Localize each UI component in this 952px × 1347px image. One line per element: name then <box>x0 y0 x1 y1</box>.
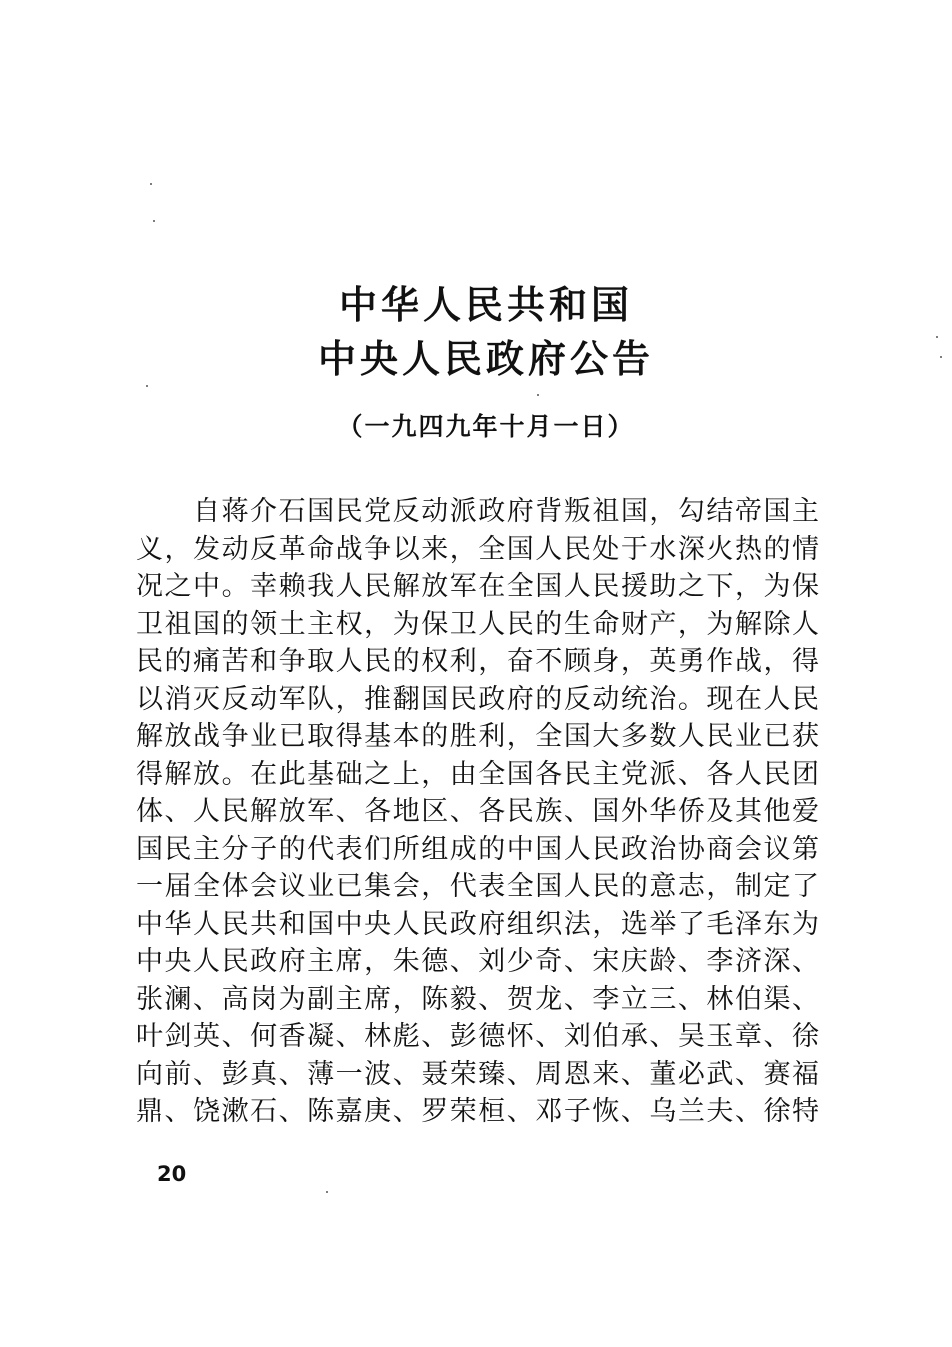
body-paragraph <box>136 493 820 1131</box>
text-line: 张澜、高岗为副主席，陈毅、贺龙、李立三、林伯渠、 <box>136 983 820 1015</box>
text-line: 鼎、饶漱石、陈嘉庚、罗荣桓、邓子恢、乌兰夫、徐特 <box>136 1096 820 1127</box>
text-line: 得解放。在此基础之上，由全国各民主党派、各人民团 <box>136 758 820 790</box>
scan-speck <box>936 336 938 338</box>
text-line: 自蒋介石国民党反动派政府背叛祖国，勾结帝国主 <box>193 496 820 527</box>
text-line: 一届全体会议业已集会，代表全国人民的意志，制定了 <box>136 871 820 902</box>
text-line: 向前、彭真、薄一波、聂荣臻、周恩来、董必武、赛福 <box>136 1058 820 1090</box>
title-line-1: 中华人民共和国 <box>338 283 633 327</box>
text-line: 中央人民政府主席，朱德、刘少奇、宋庆龄、李济深、 <box>136 946 820 977</box>
date-line: （一九四九年十月一日） <box>337 412 635 441</box>
text-line: 义，发动反革命战争以来，全国人民处于水深火热的情 <box>136 533 820 565</box>
page-number: 20 <box>157 1162 187 1186</box>
text-line: 以消灭反动军队，推翻国民政府的反动统治。现在人民 <box>136 683 820 715</box>
text-line: 解放战争业已取得基本的胜利，全国大多数人民业已获 <box>136 721 820 752</box>
text-line: 况之中。幸赖我人民解放军在全国人民援助之下，为保 <box>136 571 820 602</box>
title-line-2: 中央人民政府公告 <box>317 337 654 381</box>
text-line: 叶剑英、何香凝、林彪、彭德怀、刘伯承、吴玉章、徐 <box>136 1021 820 1052</box>
text-line: 中华人民共和国中央人民政府组织法，选举了毛泽东为 <box>136 908 820 940</box>
text-line: 卫祖国的领土主权，为保卫人民的生命财产，为解除人 <box>136 608 820 640</box>
scan-speck <box>146 385 148 387</box>
text-line: 国民主分子的代表们所组成的中国人民政治协商会议第 <box>136 833 820 865</box>
scan-speck <box>940 356 942 358</box>
text-line: 民的痛苦和争取人民的权利，奋不顾身，英勇作战，得 <box>136 646 820 677</box>
scan-speck <box>537 394 539 396</box>
scan-speck <box>150 183 152 185</box>
text-line: 体、人民解放军、各地区、各民族、国外华侨及其他爱 <box>136 796 820 827</box>
scan-speck <box>326 1191 328 1193</box>
scan-speck <box>153 220 155 222</box>
